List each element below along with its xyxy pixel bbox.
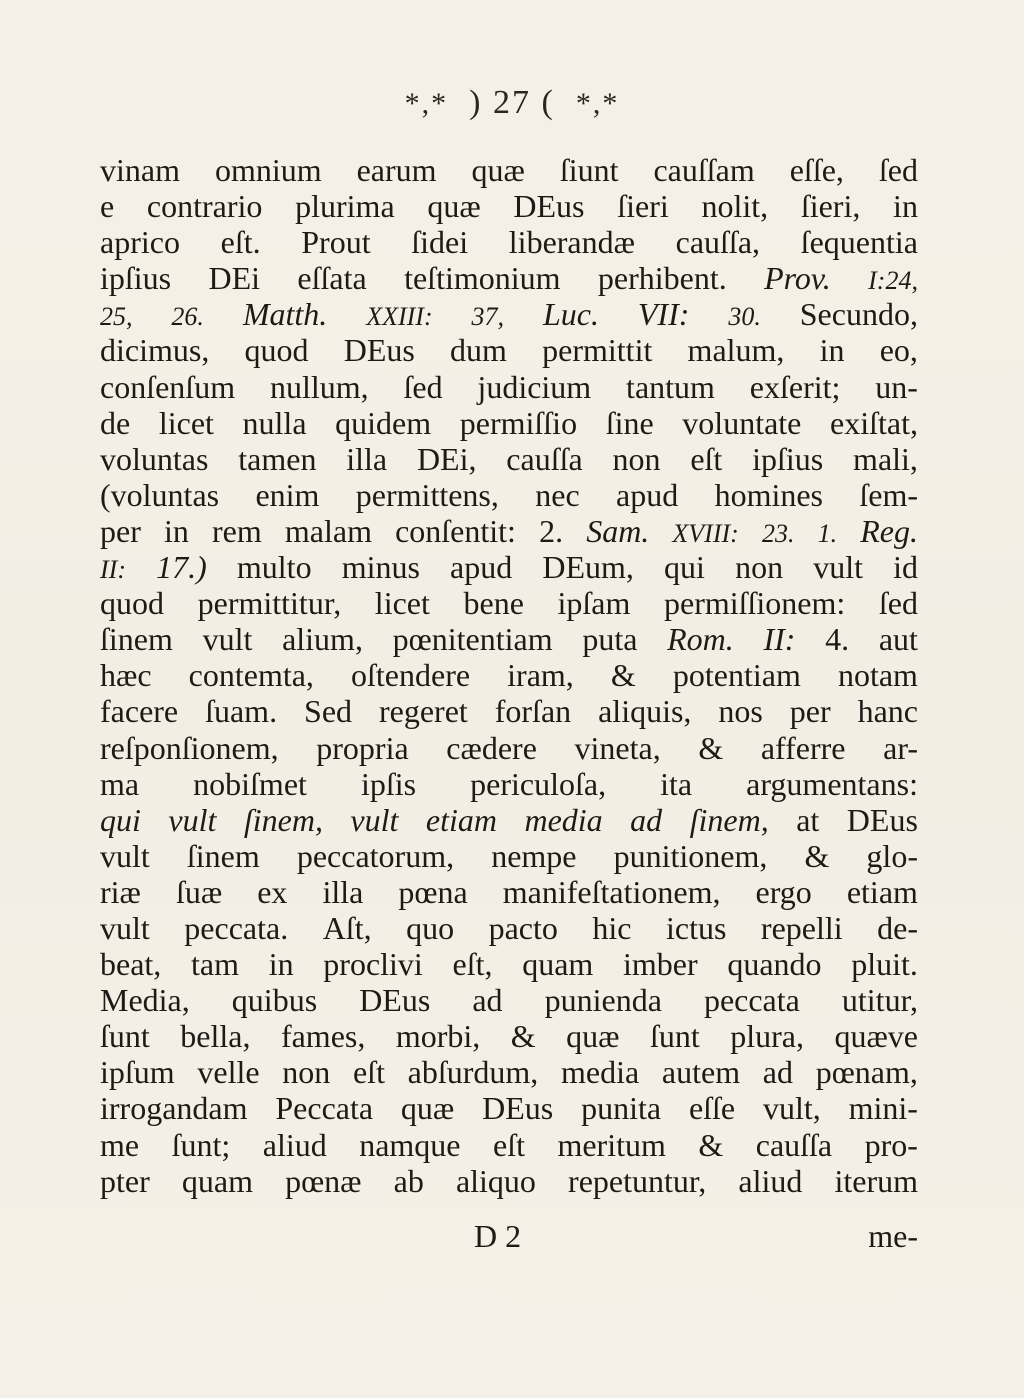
word: cauſſam (653, 152, 755, 188)
word: fames, (280, 1018, 366, 1055)
word: 37, (471, 302, 505, 332)
word: DEi (208, 260, 261, 297)
word: abſurdum, (407, 1054, 539, 1091)
word: ex (257, 873, 288, 910)
word: vinam (100, 152, 180, 188)
word: quidem (335, 404, 432, 441)
word: 30. (728, 302, 761, 332)
word: irrogandam (100, 1090, 248, 1127)
word: quod (100, 585, 164, 622)
word: 4. (825, 621, 850, 658)
word: de (100, 404, 131, 441)
word: apud (450, 549, 513, 586)
word: vult (813, 549, 863, 586)
word: pter (100, 1162, 150, 1199)
word: quibus (231, 982, 318, 1019)
word: quæ (400, 1090, 455, 1127)
word: omnium (214, 152, 322, 188)
text-line (100, 657, 918, 693)
word: vult (168, 801, 217, 838)
word: XXIII: (366, 302, 433, 332)
word: conſentit: (395, 512, 516, 549)
word: peccata (703, 982, 800, 1019)
word: ſinem (100, 621, 173, 658)
word: notam (837, 657, 918, 694)
word: non (282, 1054, 331, 1091)
word: permittit (542, 332, 653, 369)
word: per (100, 512, 141, 549)
left-paren: ) (469, 84, 483, 121)
word: imber (623, 946, 698, 983)
word: contemta, (188, 657, 314, 694)
word: ſinem, (689, 801, 769, 838)
word: vult, (762, 1090, 821, 1127)
word: pœnæ (285, 1162, 362, 1199)
word: quæ (427, 188, 481, 225)
word: voluntate (682, 404, 802, 441)
word: Sam. (586, 512, 650, 549)
word: ad (630, 801, 663, 838)
word: Peccata (275, 1090, 374, 1127)
text-line (100, 982, 918, 1018)
right-paren: ( (541, 84, 555, 121)
word: namque (359, 1126, 461, 1163)
page-footer (100, 1218, 918, 1258)
text-line (100, 260, 918, 296)
word: contrario (146, 188, 263, 225)
text-line (100, 802, 918, 838)
word: ſunt; (171, 1126, 231, 1163)
word: minus (341, 549, 420, 586)
text-line (100, 224, 918, 260)
word: plura, (730, 1018, 804, 1055)
word: & (804, 837, 830, 874)
word: aprico (100, 224, 180, 261)
word: II: (100, 555, 126, 585)
word: aliud (262, 1126, 327, 1163)
word: rem (212, 512, 262, 549)
word: Media, (100, 982, 190, 1019)
word: non (735, 549, 784, 586)
word: cauſſa (506, 440, 583, 477)
word: nos (718, 693, 763, 730)
text-line (100, 441, 918, 477)
word: nolit, (701, 188, 769, 225)
text-line (100, 549, 918, 585)
word: (voluntas (100, 476, 220, 513)
word: ſiunt (559, 152, 619, 188)
word: aut (878, 621, 918, 658)
word: multo (236, 549, 312, 586)
word: VII: (637, 296, 690, 333)
word: 1. (817, 518, 838, 548)
word: e (100, 188, 115, 225)
word: quæ (471, 152, 525, 188)
text-line (100, 910, 918, 946)
word: vineta, (574, 729, 661, 766)
word: 23. (761, 518, 795, 548)
word: repetuntur, (568, 1162, 707, 1199)
word: ipſius (100, 260, 172, 297)
word: ad (472, 982, 503, 1019)
word: licet (374, 585, 430, 622)
word: manifeſtationem, (502, 873, 721, 910)
word: pluit. (851, 946, 918, 983)
word: ſinem, (243, 801, 323, 838)
word: DEus (482, 1090, 554, 1127)
word: media (561, 1054, 640, 1091)
word: II: (763, 621, 796, 658)
word: nulla (242, 404, 307, 441)
word: plurima (295, 188, 395, 225)
word: punitionem, (613, 837, 768, 874)
word: ipſam (557, 585, 631, 622)
text-line (100, 1163, 918, 1199)
word: Matth. (242, 296, 328, 333)
word: nec (535, 476, 580, 513)
word: quæve (834, 1018, 918, 1055)
text-line (100, 1018, 918, 1054)
word: eſt (492, 1126, 525, 1163)
ornament-stars-left: *,* (404, 87, 449, 120)
word: periculoſa, (470, 765, 607, 802)
word: DEus (359, 982, 431, 1019)
word: ſidei (411, 224, 469, 261)
word: iterum (834, 1162, 918, 1199)
word: potentiam (672, 657, 801, 694)
word: argumentans: (746, 765, 918, 802)
word: eſt (352, 1054, 385, 1091)
word: vult (350, 801, 399, 838)
word: cauſſa, (675, 224, 761, 261)
word: permittitur, (197, 585, 342, 622)
word: in (268, 946, 294, 983)
word: exſerit; (749, 368, 841, 405)
word: illa (322, 873, 364, 910)
word: propria (316, 729, 409, 766)
word: ergo (755, 873, 812, 910)
word: meritum (557, 1126, 666, 1163)
word: ſieri (617, 188, 669, 225)
word: qui (100, 801, 141, 838)
word: Secundo, (799, 296, 918, 333)
word: earum (356, 152, 437, 188)
word: aliquo (455, 1162, 536, 1199)
word: riæ (100, 873, 141, 910)
word: DEus (846, 801, 918, 838)
word: vult (202, 621, 253, 658)
text-line (100, 838, 918, 874)
word: 2. (539, 512, 564, 549)
text-line (100, 730, 918, 766)
word: ſunt (649, 1018, 700, 1055)
word: voluntas (100, 440, 209, 477)
word: ab (393, 1162, 424, 1199)
body-text (100, 152, 918, 1199)
word: tamen (238, 440, 317, 477)
word: velle (197, 1054, 260, 1091)
word: per (789, 693, 831, 730)
word: etiam (846, 873, 918, 910)
word: teſtimonium (404, 260, 561, 297)
word: eſſe, (789, 152, 844, 188)
word: pœnitentiam (392, 621, 553, 658)
word: exiſtat, (830, 404, 918, 441)
word: aliud (738, 1162, 803, 1199)
word: eſt (690, 440, 723, 477)
word: iram, (507, 657, 574, 694)
word: ar- (883, 729, 918, 766)
word: bella, (180, 1018, 251, 1055)
word: liberandæ (508, 224, 635, 261)
word: cædere (446, 729, 537, 766)
word: vult (100, 909, 150, 946)
word: punienda (544, 982, 662, 1019)
word: & (510, 1018, 536, 1055)
word: peccata. (184, 909, 289, 946)
word: DEus (343, 332, 415, 369)
text-line (100, 1054, 918, 1090)
word: ſine (605, 404, 654, 441)
word: malam (284, 512, 372, 549)
word: repelli (760, 909, 843, 946)
text-line (100, 405, 918, 441)
word: DEus (513, 188, 585, 225)
word: Reg. (860, 512, 918, 549)
text-line (100, 152, 918, 188)
word: & (610, 657, 636, 694)
signature-mark: D 2 (474, 1218, 522, 1254)
word: 17.) (156, 549, 207, 586)
word: bene (463, 585, 524, 622)
word: etiam (425, 801, 497, 838)
word: morbi, (395, 1018, 481, 1055)
word: vult (100, 837, 150, 874)
word: quam (522, 946, 594, 983)
word: ſem- (859, 476, 918, 513)
word: pacto (488, 909, 558, 946)
text-line (100, 1127, 918, 1163)
word: ſuæ (175, 873, 223, 910)
word: alium, (282, 621, 363, 658)
word: aliquis, (598, 693, 692, 730)
word: in (893, 188, 918, 225)
catchword: me- (868, 1218, 918, 1254)
word: qui (664, 549, 705, 586)
word: hanc (857, 693, 918, 730)
word: ſed (878, 152, 918, 188)
word: autem (661, 1054, 741, 1091)
word: tantum (626, 368, 715, 405)
word: conſenſum (100, 368, 236, 405)
word: DEi, (416, 440, 477, 477)
word: me (100, 1126, 140, 1163)
word: ſequentia (800, 224, 918, 261)
word: nobiſmet (193, 765, 307, 802)
word: dum (450, 332, 507, 369)
word: licet (158, 404, 214, 441)
text-line (100, 188, 918, 224)
word: Rom. (667, 621, 734, 658)
word: permiſſio (459, 404, 578, 441)
word: forſan (494, 693, 572, 730)
word: in (819, 332, 845, 369)
text-line (100, 477, 918, 513)
word: Sed (304, 693, 353, 730)
text-line (100, 946, 918, 982)
word: utitur, (841, 982, 918, 1019)
word: eſſata (297, 260, 367, 297)
word: non (612, 440, 661, 477)
word: perhibent. (597, 260, 727, 297)
word: ma (100, 765, 140, 802)
word: ad (762, 1054, 793, 1091)
word: media (524, 801, 603, 838)
word: peccatorum, (296, 837, 455, 874)
text-line (100, 513, 918, 549)
text-line (100, 585, 918, 621)
word: tam (191, 946, 239, 983)
word: quam (181, 1162, 253, 1199)
word: puta (582, 621, 638, 658)
word: eſt, (452, 946, 493, 983)
word: DEum, (542, 549, 634, 586)
text-line (100, 693, 918, 729)
word: ita (660, 765, 693, 802)
word: quod (244, 332, 309, 369)
word: punita (581, 1090, 662, 1127)
word: illa (346, 440, 388, 477)
word: 25, (100, 302, 133, 332)
word: I:24, (868, 266, 918, 296)
word: Prov. (764, 260, 831, 297)
word: oſtendere (351, 657, 471, 694)
word: dicimus, (100, 332, 210, 369)
word: permittens, (355, 476, 499, 513)
word: 26. (171, 302, 204, 332)
word: malum, (687, 332, 785, 369)
word: ſed (878, 585, 918, 622)
word: regeret (378, 693, 468, 730)
text-line (100, 332, 918, 368)
text-line (100, 621, 918, 657)
word: afferre (760, 729, 846, 766)
text-line (100, 369, 918, 405)
word: permiſſionem: (663, 585, 846, 622)
word: Luc. (542, 296, 599, 333)
word: quæ (566, 1018, 620, 1055)
word: ſieri, (800, 188, 861, 225)
word: enim (255, 476, 320, 513)
word: apud (616, 476, 679, 513)
word: mali, (853, 440, 918, 477)
word: reſponſionem, (100, 729, 279, 766)
word: nullum, (269, 368, 369, 405)
ornament-stars-right: *,* (575, 87, 620, 120)
word: judicium (477, 368, 592, 405)
word: un- (875, 368, 918, 405)
word: Prout (301, 224, 371, 261)
word: eſt. (220, 224, 261, 261)
word: ipſius (752, 440, 824, 477)
word: proclivi (323, 946, 423, 983)
word: beat, (100, 946, 162, 983)
word: eo, (879, 332, 918, 369)
word: pro- (864, 1126, 918, 1163)
word: ſed (403, 368, 443, 405)
text-line (100, 296, 918, 332)
word: quo (406, 909, 455, 946)
word: Aſt, (322, 909, 372, 946)
word: ipſum (100, 1054, 175, 1091)
word: pœnam, (815, 1054, 918, 1091)
word: XVIII: (672, 518, 739, 548)
text-line (100, 1090, 918, 1126)
text-line (100, 766, 918, 802)
word: quando (727, 946, 822, 983)
word: & (698, 1126, 724, 1163)
word: glo- (866, 837, 918, 874)
word: ſunt (100, 1018, 150, 1055)
word: hæc (100, 657, 152, 694)
word: hic (592, 909, 632, 946)
page-number: 27 (493, 84, 531, 121)
word: ſuam. (205, 693, 278, 730)
word: & (698, 729, 724, 766)
word: pœna (398, 873, 468, 910)
word: de- (877, 909, 918, 946)
word: at (796, 801, 820, 838)
word: homines (714, 476, 823, 513)
word: nempe (491, 837, 577, 874)
text-line (100, 874, 918, 910)
running-head (0, 84, 1024, 122)
word: ictus (665, 909, 727, 946)
word: mini- (848, 1090, 918, 1127)
word: facere (100, 693, 179, 730)
word: cauſſa (755, 1126, 833, 1163)
word: id (893, 549, 918, 586)
word: ipſis (360, 765, 417, 802)
word: in (163, 512, 189, 549)
word: eſſe (688, 1090, 736, 1127)
word: ſinem (186, 837, 260, 874)
